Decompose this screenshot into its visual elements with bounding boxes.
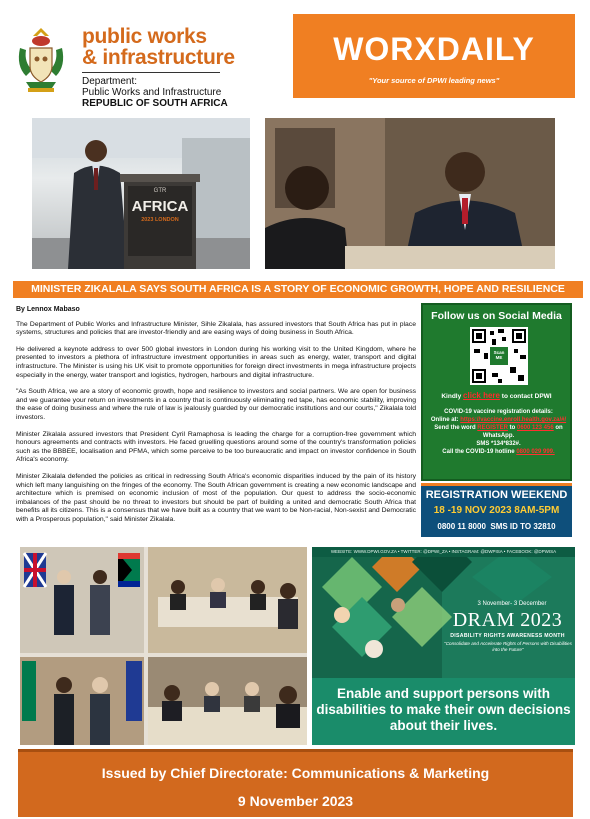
contact-line: Kindly click here to contact DPWI: [441, 391, 552, 400]
dram-callout-text: Enable and support persons with disabilities to make their own decisions about their lives.: [316, 686, 571, 733]
social-title: Follow us on Social Media: [431, 310, 562, 322]
article-headline: MINISTER ZIKALALA SAYS SOUTH AFRICA IS A STORY OF ECONOMIC GROWTH, HOPE AND RESILIENCE: [13, 281, 583, 298]
dram-title: DRAM 2023: [452, 609, 563, 631]
dram-callout: [312, 678, 575, 745]
org-name-line1: public works: [82, 25, 207, 48]
article-paragraph: The Department of Public Works and Infrastructure Minister, Sihle Zikalala, has assured investors that South Africa has put in place systems, structures and policies that are investor-friendly and are easing ways of doing business in South Africa.: [16, 320, 416, 337]
photo-minister-meeting: [265, 118, 555, 269]
collage-photo-flags-meeting: [20, 547, 144, 653]
article-body: [16, 306, 416, 532]
dram-date-range: 3 November- 3 December: [477, 601, 547, 607]
masthead-header: [0, 0, 590, 110]
country-name: REPUBLIC OF SOUTH AFRICA: [82, 98, 228, 109]
department-name-block: [82, 26, 235, 109]
masthead-title: WORXDAILY: [333, 31, 535, 67]
podium-sign-bottom: 2023 LONDON: [141, 217, 179, 223]
click-here-link[interactable]: click here: [463, 391, 500, 400]
article-paragraph: He delivered a keynote address to over 500 global investors in London during his working visit to the United Kingdom, where he presented to investors a plethora of infrastructure investment opportunities in areas such as energy, water, transport and digital infrastructure. The Minister is using his UK visit to promote opportunities for foreign direct investments in mega infrastructure projects especially in the energy, water transport and logistics, hydrogen, harbours and digital infrastructure.: [16, 345, 416, 379]
registration-dates-hours: 18 -19 NOV 2023 8AM-5PM: [433, 505, 560, 516]
podium-sign-main: AFRICA: [131, 198, 189, 215]
worxdaily-banner: [293, 14, 575, 98]
registration-weekend-banner: [421, 483, 572, 537]
article-paragraph: Minister Zikalala assured investors that President Cyril Ramaphosa is leading the charge for a corruption-free government which honours agreements and contracts with investors. He faced gruelling questions around some of the country's transformation policies such as the BBBEE, localisation and PFMA, which some perceive to be too bureaucratic and impact on investor confidence in South Africa's economy.: [16, 430, 416, 464]
photo-collage: [20, 547, 307, 745]
org-name-line2: & infrastructure: [82, 46, 235, 69]
collage-photo-round-table: [148, 657, 307, 745]
social-media-panel: [421, 303, 572, 481]
collage-photo-portrait: [20, 657, 144, 745]
social-handles-bar: WEBSITE: WWW.DPWI.GOV.ZA • TWITTER: @DPWI_ZA • INSTAGRAM: @DWPISA • FACEBOOK: @DPWISA: [312, 547, 575, 557]
masthead-tagline: "Your source of DPWI leading news": [368, 76, 500, 85]
dram-theme: "Consolidate and Accelerate Rights of Persons with Disabilities into the Future": [444, 641, 572, 652]
footer-banner: [18, 749, 573, 817]
footer-issued-by: Issued by Chief Directorate: Communications & Marketing: [101, 765, 490, 781]
covid-info: COVID-19 vaccine registration details: Online at: https://vaccine.enroll.health.gov.za/#/ Send the word REGISTER to 0600 123 456 on WhatsApp. SMS *134*832#. Call the COVID-19 hotline 0800 029 999.: [430, 409, 567, 455]
article-paragraph: Minister Zikalala defended the policies as critical in redressing South Africa's economic disparities induced by the pain of its history which left many languishing on the fringes of the economy. The South African government is creating a new economic landscape and architecture which is premised on economic inclusion of most of the population. Our quest to address the socio-economic imbalances of the past should be no threat to investors but should be part of building a united and democratic South Africa that benefits all its citizens. This is a consensus that we have built as a country that we want to be Non-racial, Non-sexist and Democratic with a Prosperous population," said Minister Zikalala.: [16, 472, 416, 523]
collage-photo-boardroom: [148, 547, 307, 653]
article-paragraph: "As South Africa, we are a story of economic growth, hope and resilience to investors and social partners. We are open for business and we guarantee your return on investments in a country that is continuously eliminating red tape, has economic stability, improving the ease of doing business and where the rule of law is jealously guarded by our democratic institutions and our courts," Zikalala told investors.: [16, 388, 416, 421]
registration-contact: 0800 11 8000 SMS ID TO 32810: [437, 522, 556, 531]
vaccine-link[interactable]: https://vaccine.enroll.health.gov.za/#/: [460, 417, 567, 423]
dept-name: Public Works and Infrastructure: [82, 87, 222, 98]
south-africa-coat-of-arms-icon: [12, 26, 70, 94]
qr-code-icon[interactable]: [470, 327, 528, 385]
dram-subtitle: DISABILITY RIGHTS AWARENESS MONTH: [450, 633, 565, 639]
podium-sign-top: GTR: [153, 188, 167, 194]
registration-title: REGISTRATION WEEKEND: [425, 489, 568, 501]
article-byline: By Lennox Mabaso: [16, 306, 80, 313]
footer-date: 9 November 2023: [237, 793, 354, 809]
dept-label: Department:: [82, 76, 138, 87]
divider: [82, 72, 220, 73]
dram-2023-banner: [312, 547, 575, 745]
qr-caption: Scan ME: [493, 350, 505, 360]
photo-minister-at-podium: [32, 118, 250, 269]
